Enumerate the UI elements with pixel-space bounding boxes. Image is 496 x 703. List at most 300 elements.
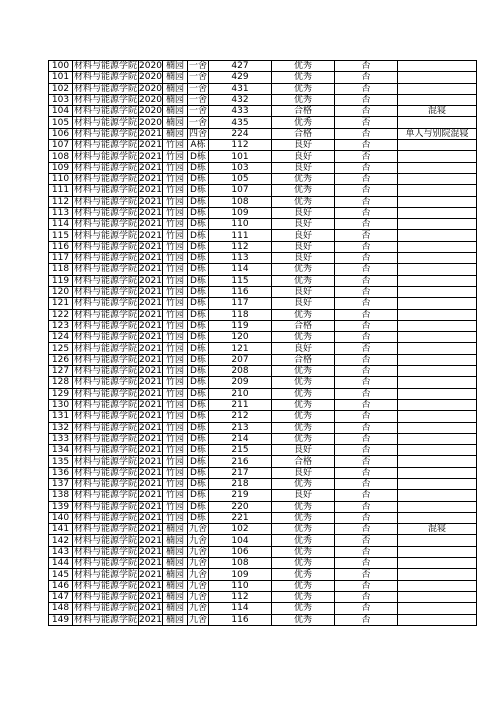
grade-cell: 优秀 xyxy=(272,275,335,286)
table-row xyxy=(49,241,477,252)
remark-cell xyxy=(398,253,477,264)
table-row xyxy=(49,456,477,467)
college-cell: 材料与能源学院 xyxy=(74,196,138,207)
college-cell: 材料与能源学院 xyxy=(74,287,138,298)
table-row xyxy=(49,106,477,117)
year-cell: 2021 xyxy=(139,456,162,467)
remark-cell xyxy=(398,569,477,580)
room-cell: 110 xyxy=(209,219,272,230)
room-cell: 112 xyxy=(209,591,272,602)
building-cell: D栋 xyxy=(188,286,209,297)
campus-cell: 竹园 xyxy=(163,411,188,422)
building-cell: D栋 xyxy=(188,173,209,184)
campus-cell: 楠园 xyxy=(163,61,188,72)
year-cell: 2020 xyxy=(139,117,162,128)
grade-cell: 优秀 xyxy=(272,264,335,275)
year-cell: 2021 xyxy=(139,298,162,309)
year-cell: 2021 xyxy=(139,320,162,331)
year-cell: 2021 xyxy=(139,151,162,162)
year-cell: 2021 xyxy=(139,185,162,196)
remark-cell xyxy=(398,377,477,388)
building-cell: D栋 xyxy=(188,433,209,444)
year-cell: 2021 xyxy=(139,241,162,252)
violation-cell: 否 xyxy=(335,61,398,72)
college-cell: 材料与能源学院 xyxy=(74,151,138,162)
building-cell: 九舍 xyxy=(188,592,207,603)
grade-cell: 优秀 xyxy=(272,366,335,377)
remark-cell xyxy=(398,366,477,377)
grade-cell: 良好 xyxy=(272,219,335,230)
table-row xyxy=(49,343,477,354)
year-cell: 2021 xyxy=(139,354,162,365)
table-body xyxy=(49,61,477,626)
college-cell: 材料与能源学院 xyxy=(74,117,138,128)
campus-cell: 竹园 xyxy=(163,512,188,523)
grade-cell: 优秀 xyxy=(272,501,335,512)
campus-cell: 竹园 xyxy=(163,241,188,252)
room-cell: 114 xyxy=(209,603,272,614)
violation-cell: 否 xyxy=(335,524,398,535)
remark-cell xyxy=(398,478,477,489)
campus-cell: 竹园 xyxy=(163,422,188,433)
remark-cell xyxy=(398,411,477,422)
table-row xyxy=(49,354,477,365)
table-row xyxy=(49,433,477,444)
building-cell: D栋 xyxy=(188,456,209,467)
remark-cell xyxy=(398,456,477,467)
campus-cell: 竹园 xyxy=(163,151,188,162)
college-cell: 材料与能源学院 xyxy=(74,614,138,625)
table-row xyxy=(49,422,477,433)
room-cell: 118 xyxy=(209,309,272,320)
violation-cell: 否 xyxy=(335,388,398,399)
remark-cell xyxy=(398,162,477,173)
grade-cell: 优秀 xyxy=(272,433,335,444)
grade-cell: 优秀 xyxy=(272,524,335,535)
grade-cell: 优秀 xyxy=(272,569,335,580)
table-row xyxy=(49,366,477,377)
college-cell: 材料与能源学院 xyxy=(74,501,138,512)
violation-cell: 否 xyxy=(335,286,398,297)
table-row xyxy=(49,173,477,184)
grade-cell: 优秀 xyxy=(272,377,335,388)
college-cell: 材料与能源学院 xyxy=(74,445,138,456)
room-cell: 121 xyxy=(209,343,272,354)
row-number-cell: 125 xyxy=(49,343,73,354)
building-cell: D栋 xyxy=(188,343,209,354)
remark-cell xyxy=(398,603,477,614)
remark-cell xyxy=(398,309,477,320)
table-row xyxy=(49,83,477,94)
row-number-cell: 136 xyxy=(49,467,73,478)
year-cell: 2021 xyxy=(139,614,162,625)
year-cell: 2020 xyxy=(139,61,162,72)
table-row xyxy=(49,399,477,410)
violation-cell: 否 xyxy=(335,422,398,433)
year-cell: 2021 xyxy=(139,377,162,388)
campus-cell: 竹园 xyxy=(163,445,188,456)
campus-cell: 竹园 xyxy=(163,207,188,218)
campus-cell: 竹园 xyxy=(163,173,188,184)
room-cell: 117 xyxy=(209,298,272,309)
remark-cell xyxy=(398,433,477,444)
grade-cell: 优秀 xyxy=(272,185,335,196)
grade-cell: 良好 xyxy=(272,253,335,264)
grade-cell: 良好 xyxy=(272,162,335,173)
college-cell: 材料与能源学院 xyxy=(74,603,138,614)
grade-cell: 优秀 xyxy=(272,72,335,83)
campus-cell: 竹园 xyxy=(163,196,188,207)
year-cell: 2021 xyxy=(139,343,162,354)
row-number-cell: 129 xyxy=(49,388,73,399)
year-cell: 2021 xyxy=(139,467,162,478)
row-number-cell: 133 xyxy=(49,433,73,444)
building-cell: D栋 xyxy=(188,366,209,377)
college-cell: 材料与能源学院 xyxy=(74,354,138,365)
violation-cell: 否 xyxy=(335,94,398,105)
grade-cell: 优秀 xyxy=(272,422,335,433)
room-cell: 102 xyxy=(209,524,272,535)
grade-cell: 良好 xyxy=(272,207,335,218)
building-cell: D栋 xyxy=(188,399,209,410)
row-number-cell: 124 xyxy=(49,332,73,343)
room-cell: 433 xyxy=(209,106,272,117)
campus-cell: 楠园 xyxy=(163,83,188,94)
year-cell: 2021 xyxy=(139,174,162,185)
row-number-cell: 110 xyxy=(49,173,73,184)
year-cell: 2021 xyxy=(139,535,162,546)
building-cell: D栋 xyxy=(188,478,209,489)
table-row xyxy=(49,501,477,512)
grade-cell: 优秀 xyxy=(272,546,335,557)
table-row xyxy=(49,411,477,422)
grade-cell: 优秀 xyxy=(272,591,335,602)
violation-cell: 否 xyxy=(335,162,398,173)
room-cell: 209 xyxy=(209,377,272,388)
row-number-cell: 145 xyxy=(49,569,73,580)
campus-cell: 竹园 xyxy=(163,490,188,501)
building-cell: D栋 xyxy=(188,230,209,241)
room-cell: 114 xyxy=(209,264,272,275)
campus-cell: 竹园 xyxy=(163,253,188,264)
grade-cell: 优秀 xyxy=(272,173,335,184)
row-number-cell: 102 xyxy=(49,83,73,94)
row-number-cell: 127 xyxy=(49,366,73,377)
building-cell: 一舍 xyxy=(188,72,207,83)
remark-cell xyxy=(398,241,477,252)
row-number-cell: 147 xyxy=(49,591,73,602)
college-cell: 材料与能源学院 xyxy=(74,128,138,139)
violation-cell: 否 xyxy=(335,614,398,625)
college-cell: 材料与能源学院 xyxy=(74,95,138,106)
campus-cell: 竹园 xyxy=(163,366,188,377)
campus-cell: 竹园 xyxy=(163,433,188,444)
campus-cell: 竹园 xyxy=(163,162,188,173)
year-cell: 2021 xyxy=(139,287,162,298)
table-row xyxy=(49,253,477,264)
campus-cell: 竹园 xyxy=(163,185,188,196)
building-cell: 一舍 xyxy=(188,83,207,94)
year-cell: 2021 xyxy=(139,490,162,501)
building-cell: 一舍 xyxy=(188,106,207,117)
building-cell: D栋 xyxy=(188,196,209,207)
year-cell: 2021 xyxy=(139,569,162,580)
college-cell: 材料与能源学院 xyxy=(74,241,138,252)
violation-cell: 否 xyxy=(335,253,398,264)
table-row xyxy=(49,298,477,309)
remark-cell xyxy=(398,286,477,297)
campus-cell: 竹园 xyxy=(163,354,188,365)
building-cell: D栋 xyxy=(188,241,209,252)
violation-cell: 否 xyxy=(335,366,398,377)
grade-cell: 合格 xyxy=(272,320,335,331)
remark-cell xyxy=(398,535,477,546)
college-cell: 材料与能源学院 xyxy=(74,309,138,320)
violation-cell: 否 xyxy=(335,343,398,354)
table-row xyxy=(49,388,477,399)
building-cell: D栋 xyxy=(188,298,209,309)
room-cell: 104 xyxy=(209,535,272,546)
campus-cell: 楠园 xyxy=(163,72,188,83)
room-cell: 115 xyxy=(209,275,272,286)
year-cell: 2021 xyxy=(139,230,162,241)
campus-cell: 竹园 xyxy=(163,343,188,354)
violation-cell: 否 xyxy=(335,411,398,422)
remark-cell xyxy=(398,320,477,331)
campus-cell: 竹园 xyxy=(163,377,188,388)
table-row xyxy=(49,320,477,331)
table-row xyxy=(49,264,477,275)
building-cell: D栋 xyxy=(188,501,209,512)
building-cell: D栋 xyxy=(188,320,209,331)
remark-cell xyxy=(398,275,477,286)
grade-cell: 良好 xyxy=(272,343,335,354)
row-number-cell: 130 xyxy=(49,399,73,410)
row-number-cell: 149 xyxy=(49,614,73,625)
row-number-cell: 117 xyxy=(49,253,73,264)
table-row xyxy=(49,185,477,196)
room-cell: 432 xyxy=(209,94,272,105)
remark-cell: 混寝 xyxy=(398,106,477,117)
year-cell: 2020 xyxy=(139,95,162,106)
year-cell: 2021 xyxy=(139,264,162,275)
year-cell: 2021 xyxy=(139,128,162,139)
remark-cell: 混寝 xyxy=(398,524,477,535)
row-number-cell: 100 xyxy=(49,61,73,72)
remark-cell xyxy=(398,185,477,196)
grade-cell: 优秀 xyxy=(272,558,335,569)
table-row xyxy=(49,558,477,569)
college-cell: 材料与能源学院 xyxy=(74,230,138,241)
room-cell: 116 xyxy=(209,614,272,625)
building-cell: D栋 xyxy=(188,162,209,173)
violation-cell: 否 xyxy=(335,603,398,614)
row-number-cell: 140 xyxy=(49,512,73,523)
violation-cell: 否 xyxy=(335,377,398,388)
campus-cell: 竹园 xyxy=(163,501,188,512)
violation-cell: 否 xyxy=(335,140,398,151)
campus-cell: 楠园 xyxy=(163,603,188,614)
campus-cell: 竹园 xyxy=(163,298,188,309)
violation-cell: 否 xyxy=(335,512,398,523)
table-row xyxy=(49,309,477,320)
grade-cell: 良好 xyxy=(272,445,335,456)
year-cell: 2021 xyxy=(139,501,162,512)
violation-cell: 否 xyxy=(335,467,398,478)
year-cell: 2021 xyxy=(139,162,162,173)
college-cell: 材料与能源学院 xyxy=(74,366,138,377)
college-cell: 材料与能源学院 xyxy=(74,388,138,399)
violation-cell: 否 xyxy=(335,309,398,320)
remark-cell xyxy=(398,591,477,602)
table-row xyxy=(49,219,477,230)
building-cell: 九舍 xyxy=(188,580,207,591)
violation-cell: 否 xyxy=(335,320,398,331)
campus-cell: 楠园 xyxy=(163,569,188,580)
building-cell: 一舍 xyxy=(188,117,207,128)
year-cell: 2021 xyxy=(139,580,162,591)
row-number-cell: 132 xyxy=(49,422,73,433)
violation-cell: 否 xyxy=(335,501,398,512)
row-number-cell: 141 xyxy=(49,524,73,535)
room-cell: 435 xyxy=(209,117,272,128)
room-cell: 105 xyxy=(209,173,272,184)
grade-cell: 良好 xyxy=(272,467,335,478)
college-cell: 材料与能源学院 xyxy=(74,320,138,331)
building-cell: D栋 xyxy=(188,185,209,196)
violation-cell: 否 xyxy=(335,151,398,162)
room-cell: 220 xyxy=(209,501,272,512)
room-cell: 112 xyxy=(209,140,272,151)
row-number-cell: 105 xyxy=(49,117,73,128)
year-cell: 2021 xyxy=(139,546,162,557)
room-cell: 214 xyxy=(209,433,272,444)
table-row xyxy=(49,580,477,591)
room-cell: 213 xyxy=(209,422,272,433)
remark-cell xyxy=(398,298,477,309)
building-cell: D栋 xyxy=(188,332,209,343)
college-cell: 材料与能源学院 xyxy=(74,569,138,580)
row-number-cell: 137 xyxy=(49,478,73,489)
grade-cell: 良好 xyxy=(272,230,335,241)
building-cell: D栋 xyxy=(188,207,209,218)
year-cell: 2021 xyxy=(139,219,162,230)
building-cell: 一舍 xyxy=(188,95,207,106)
building-cell: 九舍 xyxy=(188,569,207,580)
campus-cell: 楠园 xyxy=(163,128,188,139)
table-row xyxy=(49,478,477,489)
building-cell: D栋 xyxy=(188,253,209,264)
campus-cell: 楠园 xyxy=(163,580,188,591)
building-cell: D栋 xyxy=(188,388,209,399)
table-row xyxy=(49,151,477,162)
row-number-cell: 114 xyxy=(49,219,73,230)
year-cell: 2021 xyxy=(139,592,162,603)
grade-cell: 良好 xyxy=(272,140,335,151)
building-cell: D栋 xyxy=(188,445,209,456)
year-cell: 2021 xyxy=(139,524,162,535)
table-row xyxy=(49,128,477,139)
room-cell: 218 xyxy=(209,478,272,489)
grade-cell: 优秀 xyxy=(272,614,335,625)
remark-cell xyxy=(398,354,477,365)
college-cell: 材料与能源学院 xyxy=(74,558,138,569)
grade-cell: 良好 xyxy=(272,241,335,252)
room-cell: 108 xyxy=(209,558,272,569)
row-number-cell: 122 xyxy=(49,309,73,320)
college-cell: 材料与能源学院 xyxy=(74,208,138,218)
campus-cell: 楠园 xyxy=(163,94,188,105)
campus-cell: 楠园 xyxy=(163,117,188,128)
row-number-cell: 143 xyxy=(49,546,73,557)
college-cell: 材料与能源学院 xyxy=(74,490,138,501)
table-row xyxy=(49,207,477,218)
year-cell: 2021 xyxy=(139,558,162,569)
year-cell: 2021 xyxy=(139,309,162,320)
building-cell: D栋 xyxy=(188,264,209,275)
violation-cell: 否 xyxy=(335,207,398,218)
room-cell: 106 xyxy=(209,546,272,557)
row-number-cell: 142 xyxy=(49,535,73,546)
room-cell: 221 xyxy=(209,512,272,523)
table-row xyxy=(49,512,477,523)
grade-cell: 合格 xyxy=(272,354,335,365)
table-row xyxy=(49,467,477,478)
violation-cell: 否 xyxy=(335,196,398,207)
table-row xyxy=(49,230,477,241)
violation-cell: 否 xyxy=(335,332,398,343)
year-cell: 2021 xyxy=(139,332,162,343)
row-number-cell: 101 xyxy=(49,72,73,83)
grade-cell: 优秀 xyxy=(272,399,335,410)
college-cell: 材料与能源学院 xyxy=(74,253,138,264)
year-cell: 2021 xyxy=(139,366,162,377)
building-cell: 四舍 xyxy=(188,128,207,139)
remark-cell xyxy=(398,230,477,241)
building-cell: D栋 xyxy=(188,422,209,433)
building-cell: 九舍 xyxy=(188,603,207,614)
grade-cell: 优秀 xyxy=(272,535,335,546)
college-cell: 材料与能源学院 xyxy=(74,298,138,309)
room-cell: 111 xyxy=(209,230,272,241)
grade-cell: 优秀 xyxy=(272,309,335,320)
room-cell: 103 xyxy=(209,162,272,173)
campus-cell: 竹园 xyxy=(163,275,188,286)
remark-cell xyxy=(398,490,477,501)
remark-cell xyxy=(398,343,477,354)
room-cell: 208 xyxy=(209,366,272,377)
remark-cell xyxy=(398,117,477,128)
grade-cell: 合格 xyxy=(272,456,335,467)
campus-cell: 竹园 xyxy=(163,264,188,275)
row-number-cell: 119 xyxy=(49,275,73,286)
year-cell: 2021 xyxy=(139,275,162,286)
violation-cell: 否 xyxy=(335,569,398,580)
violation-cell: 否 xyxy=(335,456,398,467)
table-row xyxy=(49,569,477,580)
remark-cell xyxy=(398,512,477,523)
row-number-cell: 135 xyxy=(49,456,73,467)
college-cell: 材料与能源学院 xyxy=(74,185,138,196)
room-cell: 210 xyxy=(209,388,272,399)
building-cell: D栋 xyxy=(188,490,209,501)
building-cell: A栋 xyxy=(188,140,209,151)
row-number-cell: 134 xyxy=(49,445,73,456)
college-cell: 材料与能源学院 xyxy=(74,219,138,230)
remark-cell xyxy=(398,207,477,218)
table-row xyxy=(49,332,477,343)
campus-cell: 竹园 xyxy=(163,388,188,399)
